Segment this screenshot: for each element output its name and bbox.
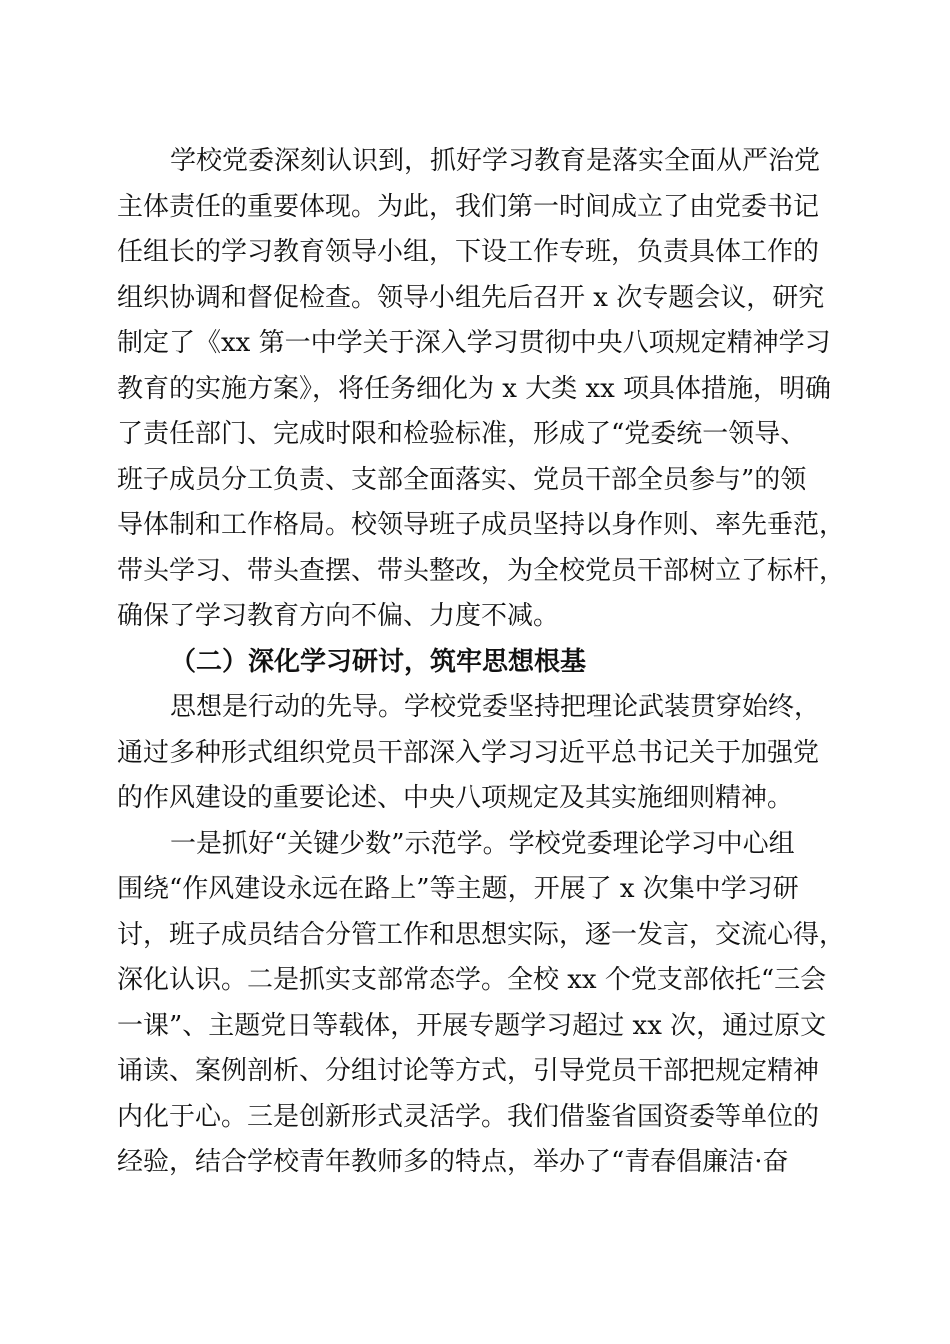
paragraph-1-line-2: 主体责任的重要体现。为此，我们第一时间成立了由党委书记 <box>117 192 820 222</box>
paragraph-3-line-3: 讨，班子成员结合分管工作和思想实际，逐一发言，交流心得， <box>117 920 846 950</box>
paragraph-3-line-8: 经验，结合学校青年教师多的特点，举办了“青春倡廉洁·奋 <box>117 1147 789 1177</box>
paragraph-1-line-4: 组织协调和督促检查。领导小组先后召开 x 次专题会议，研究 <box>117 283 825 313</box>
paragraph-1-line-9: 导体制和工作格局。校领导班子成员坚持以身作则、率先垂范， <box>117 510 846 540</box>
section-heading: （二）深化学习研讨，筑牢思想根基 <box>170 647 587 677</box>
paragraph-3-line-4: 深化认识。二是抓实支部常态学。全校 xx 个党支部依托“三会 <box>117 965 827 995</box>
paragraph-1-line-7: 了责任部门、完成时限和检验标准，形成了“党委统一领导、 <box>117 419 807 449</box>
paragraph-3-line-5: 一课”、主题党日等载体，开展专题学习超过 xx 次，通过原文 <box>117 1011 827 1041</box>
paragraph-1-line-1: 学校党委深刻认识到，抓好学习教育是落实全面从严治党 <box>170 146 821 176</box>
paragraph-3-line-7: 内化于心。三是创新形式灵活学。我们借鉴省国资委等单位的 <box>117 1102 820 1132</box>
paragraph-2-line-3: 的作风建设的重要论述、中央八项规定及其实施细则精神。 <box>117 783 794 813</box>
paragraph-1-line-3: 任组长的学习教育领导小组，下设工作专班，负责具体工作的 <box>117 237 820 267</box>
paragraph-3-line-6: 诵读、案例剖析、分组讨论等方式，引导党员干部把规定精神 <box>117 1056 820 1086</box>
paragraph-2-line-1: 思想是行动的先导。学校党委坚持把理论武装贯穿始终， <box>170 692 821 722</box>
paragraph-1-line-6: 教育的实施方案》，将任务细化为 x 大类 xx 项具体措施，明确 <box>117 374 832 404</box>
paragraph-1-line-11: 确保了学习教育方向不偏、力度不减。 <box>117 601 560 631</box>
paragraph-3-line-2: 围绕“作风建设永远在路上”等主题，开展了 x 次集中学习研 <box>117 874 799 904</box>
paragraph-1-line-10: 带头学习、带头查摆、带头整改，为全校党员干部树立了标杆， <box>117 556 846 586</box>
paragraph-1-line-8: 班子成员分工负责、支部全面落实、党员干部全员参与”的领 <box>117 465 807 495</box>
paragraph-2-line-2: 通过多种形式组织党员干部深入学习习近平总书记关于加强党 <box>117 738 820 768</box>
paragraph-3-line-1: 一是抓好“关键少数”示范学。学校党委理论学习中心组 <box>170 829 795 859</box>
paragraph-1-line-5: 制定了《xx 第一中学关于深入学习贯彻中央八项规定精神学习 <box>117 328 831 358</box>
